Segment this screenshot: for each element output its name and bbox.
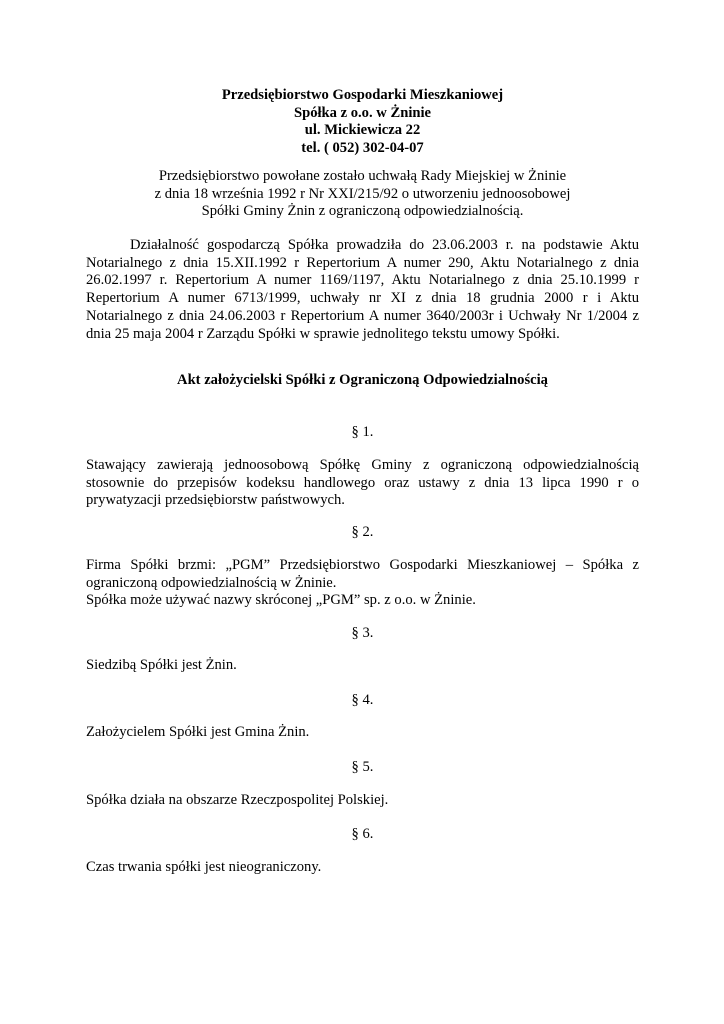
header-phone: tel. ( 052) 302-04-07 bbox=[301, 140, 424, 157]
section-5-heading: § 5. bbox=[351, 759, 374, 775]
activity-line: Działalność gospodarczą Spółka prowadziła do 23.06.2003 r. na podstawie Aktu bbox=[130, 237, 639, 253]
activity-line: Repertorium A numer 6713/1999, uchwały nr XI z dnia 18 grudnia 2000 r i Aktu bbox=[86, 290, 639, 307]
activity-line: Notarialnego z dnia 24.06.2003 r Repertorium A numer 3640/2003r i Uchwały Nr 1/2004 z bbox=[86, 307, 639, 324]
section-1-heading: § 1. bbox=[351, 424, 374, 440]
activity-line: Notarialnego z dnia 15.XII.1992 r Repertorium A numer 290, Aktu Notarialnego z dnia bbox=[86, 254, 639, 271]
activity-line: dnia 25 maja 2004 r Zarządu Spółki w sprawie jednolitego tekstu umowy Spółki. bbox=[86, 325, 560, 342]
section-2-line: Firma Spółki brzmi: „PGM” Przedsiębiorstwo Gospodarki Mieszkaniowej – Spółka z bbox=[86, 557, 639, 573]
section-6-body: Czas trwania spółki jest nieograniczony. bbox=[86, 859, 322, 875]
company-header bbox=[86, 87, 639, 158]
section-2-line: Spółka może używać nazwy skróconej „PGM” sp. z o.o. w Żninie. bbox=[86, 592, 476, 609]
section-2-line: ograniczoną odpowiedzialnością w Żninie. bbox=[86, 574, 337, 591]
activity-line: 26.02.1997 r. Repertorium A numer 1169/1197, Aktu Notarialnego z dnia 25.10.1999 r bbox=[86, 272, 639, 289]
section-3-heading: § 3. bbox=[351, 625, 374, 641]
section-5-body: Spółka działa na obszarze Rzeczpospolitej Polskiej. bbox=[86, 792, 389, 808]
intro-line: Spółki Gminy Żnin z ograniczoną odpowiedzialnością. bbox=[201, 203, 524, 220]
section-2-body bbox=[86, 557, 639, 610]
section-1-line: stosownie do przepisów kodeksu handlowego oraz ustawy z dnia 13 lipca 1990 r o bbox=[86, 474, 639, 491]
section-1-body bbox=[86, 457, 639, 510]
header-address: ul. Mickiewicza 22 bbox=[304, 122, 421, 139]
intro-paragraph bbox=[86, 168, 639, 221]
section-1-line: prywatyzacji przedsiębiorstw państwowych. bbox=[86, 492, 345, 509]
section-4-body: Założycielem Spółki jest Gmina Żnin. bbox=[86, 724, 310, 740]
section-2-heading: § 2. bbox=[351, 524, 374, 540]
activity-paragraph bbox=[86, 237, 639, 343]
header-company-name: Przedsiębiorstwo Gospodarki Mieszkaniowej bbox=[221, 87, 504, 103]
intro-line: z dnia 18 września 1992 r Nr XXI/215/92 o utworzeniu jednoosobowej bbox=[154, 185, 571, 202]
header-company-form: Spółka z o.o. w Żninie bbox=[293, 104, 432, 121]
act-title: Akt założycielski Spółki z Ograniczoną Odpowiedzialnością bbox=[177, 372, 548, 388]
section-4-heading: § 4. bbox=[351, 692, 374, 708]
section-3-body: Siedzibą Spółki jest Żnin. bbox=[86, 657, 237, 673]
section-6-heading: § 6. bbox=[351, 826, 374, 842]
intro-line: Przedsiębiorstwo powołane zostało uchwałą Rady Miejskiej w Żninie bbox=[158, 168, 567, 184]
section-1-line: Stawający zawierają jednoosobową Spółkę Gminy z ograniczoną odpowiedzialnością bbox=[86, 457, 639, 473]
